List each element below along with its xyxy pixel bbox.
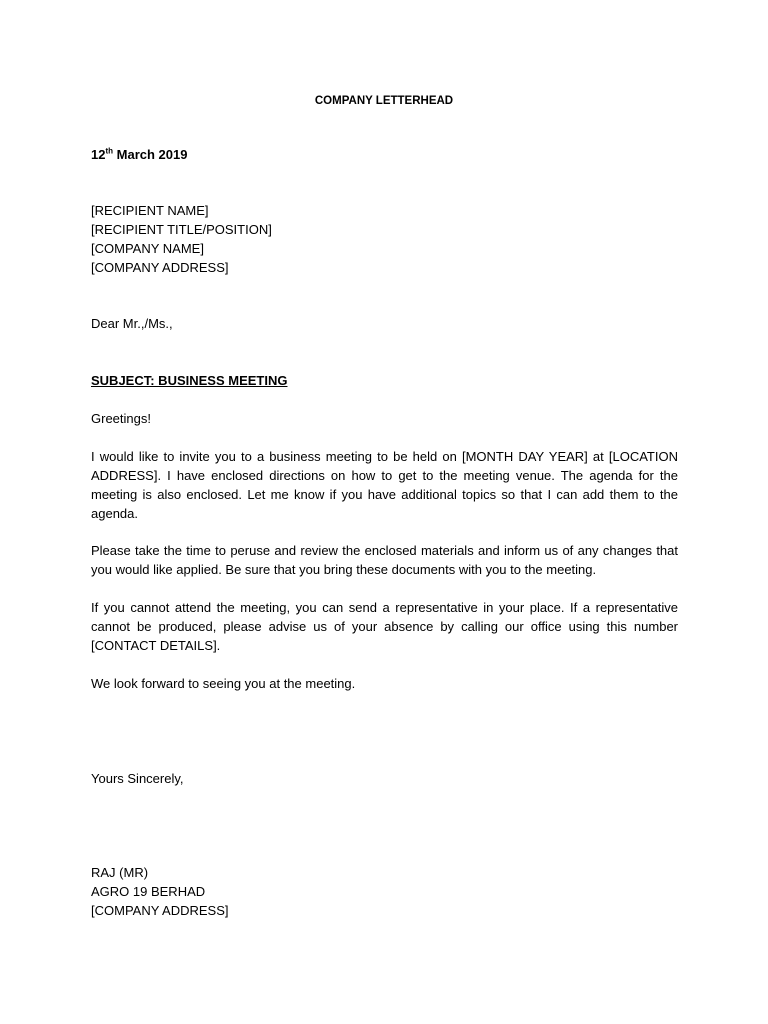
subject-text: SUBJECT: BUSINESS MEETING bbox=[91, 373, 288, 388]
signatory-company: AGRO 19 BERHAD bbox=[91, 884, 206, 899]
recipient-title: [RECIPIENT TITLE/POSITION] bbox=[91, 222, 272, 237]
date-day: 12 bbox=[91, 147, 106, 162]
signatory-name: RAJ (MR) bbox=[91, 865, 149, 880]
body-paragraph-invitation: I would like to invite you to a business meeting to be held on [MONTH DAY YEAR] at [LOCATION ADDRESS]. I have enclosed directions on how to get to the meeting venue. The agenda for the meeting is also enclosed. Let me know if you have additional topics so that I can add them to the agenda. bbox=[91, 449, 678, 521]
body-paragraph-representative: If you cannot attend the meeting, you can send a representative in your place. If a representative cannot be produced, please advise us of your absence by calling our office using this number [CONTACT DETAILS]. bbox=[91, 600, 678, 653]
greeting: Greetings! bbox=[91, 411, 151, 426]
salutation: Dear Mr.,/Ms., bbox=[91, 316, 173, 331]
signatory-address: [COMPANY ADDRESS] bbox=[91, 903, 229, 918]
date-suffix: th bbox=[105, 146, 114, 156]
recipient-block bbox=[91, 201, 678, 277]
letterhead-title: COMPANY LETTERHEAD bbox=[314, 95, 454, 107]
letter-date bbox=[91, 145, 678, 164]
body-paragraph-materials: Please take the time to peruse and review the enclosed materials and inform us of any changes that you would like applied. Be sure that you bring these documents with you to the meeting. bbox=[91, 543, 678, 577]
recipient-name: [RECIPIENT NAME] bbox=[91, 203, 209, 218]
signature-block bbox=[91, 863, 678, 920]
recipient-company: [COMPANY NAME] bbox=[91, 241, 204, 256]
date-month-year: March 2019 bbox=[113, 147, 188, 162]
subject-line bbox=[91, 371, 678, 390]
recipient-address: [COMPANY ADDRESS] bbox=[91, 260, 229, 275]
complimentary-close: Yours Sincerely, bbox=[91, 771, 184, 786]
body-paragraph-closing-remark: We look forward to seeing you at the meeting. bbox=[91, 676, 356, 691]
